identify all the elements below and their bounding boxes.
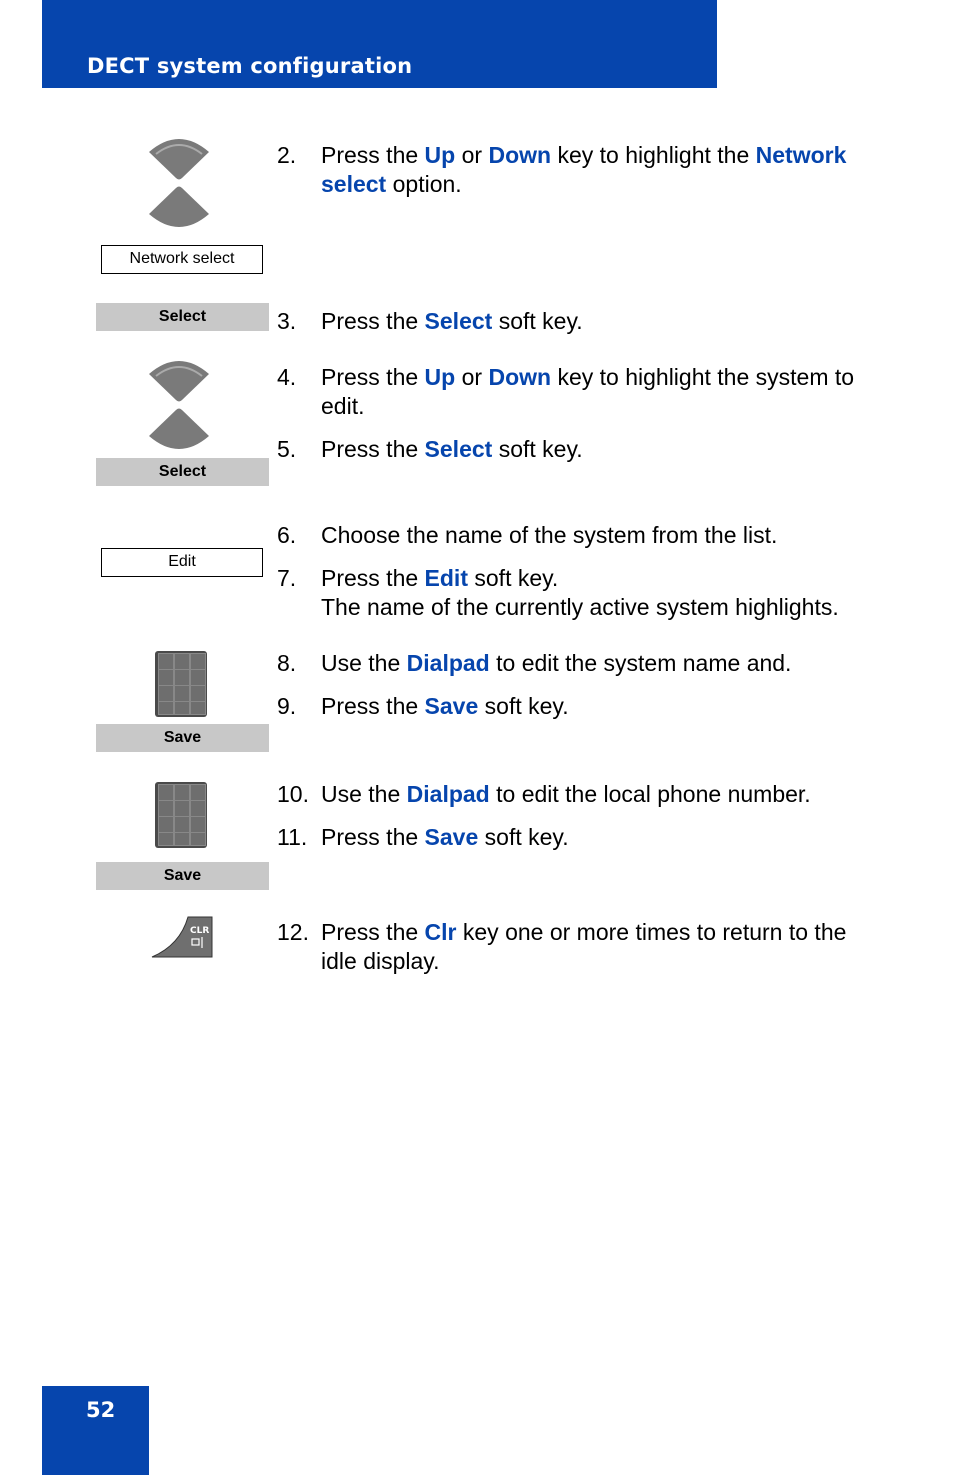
step-number: 2. bbox=[277, 142, 297, 168]
select-softkey[interactable]: Select bbox=[96, 458, 269, 486]
step-text: Use the Dialpad to edit the system name and. bbox=[321, 650, 792, 676]
up-down-navigation-key-icon bbox=[146, 356, 212, 454]
network-select-screen-label: Network select bbox=[101, 245, 263, 274]
step-text: Press the Edit soft key. The name of the currently active system highlights. bbox=[321, 565, 839, 620]
select-softkey[interactable]: Select bbox=[96, 303, 269, 331]
step-text: Use the Dialpad to edit the local phone number. bbox=[321, 781, 811, 807]
step-number: 7. bbox=[277, 565, 297, 591]
dialpad-icon bbox=[155, 782, 207, 848]
step-text: Press the Save soft key. bbox=[321, 693, 569, 719]
save-softkey[interactable]: Save bbox=[96, 724, 269, 752]
page-number: 52 bbox=[86, 1398, 116, 1422]
step-number: 10. bbox=[277, 781, 309, 807]
step-text: Choose the name of the system from the list. bbox=[321, 522, 778, 548]
step-text: Press the Select soft key. bbox=[321, 308, 583, 334]
step-number: 9. bbox=[277, 693, 297, 719]
edit-screen-label: Edit bbox=[101, 548, 263, 577]
step-text: Press the Save soft key. bbox=[321, 824, 569, 850]
step-number: 5. bbox=[277, 436, 297, 462]
page-number-box bbox=[42, 1386, 149, 1475]
step-text: Press the Up or Down key to highlight the system to edit. bbox=[321, 364, 855, 419]
step-text: Press the Clr key one or more times to return to the idle display. bbox=[321, 919, 847, 974]
page-header bbox=[42, 0, 717, 88]
step-number: 6. bbox=[277, 522, 297, 548]
step-number: 8. bbox=[277, 650, 297, 676]
section-title: DECT system configuration bbox=[87, 54, 413, 78]
step-number: 3. bbox=[277, 308, 297, 334]
up-down-navigation-key-icon bbox=[146, 134, 212, 232]
clr-key-icon bbox=[150, 915, 214, 959]
save-softkey[interactable]: Save bbox=[96, 862, 269, 890]
svg-text:CLR: CLR bbox=[190, 926, 210, 936]
step-number: 4. bbox=[277, 364, 297, 390]
step-number: 11. bbox=[277, 824, 308, 850]
step-text: Press the Select soft key. bbox=[321, 436, 583, 462]
dialpad-icon bbox=[155, 651, 207, 717]
step-number: 12. bbox=[277, 919, 309, 945]
step-note: The name of the currently active system highlights. bbox=[321, 594, 839, 620]
step-text: Press the Up or Down key to highlight the Network select option. bbox=[321, 142, 847, 197]
